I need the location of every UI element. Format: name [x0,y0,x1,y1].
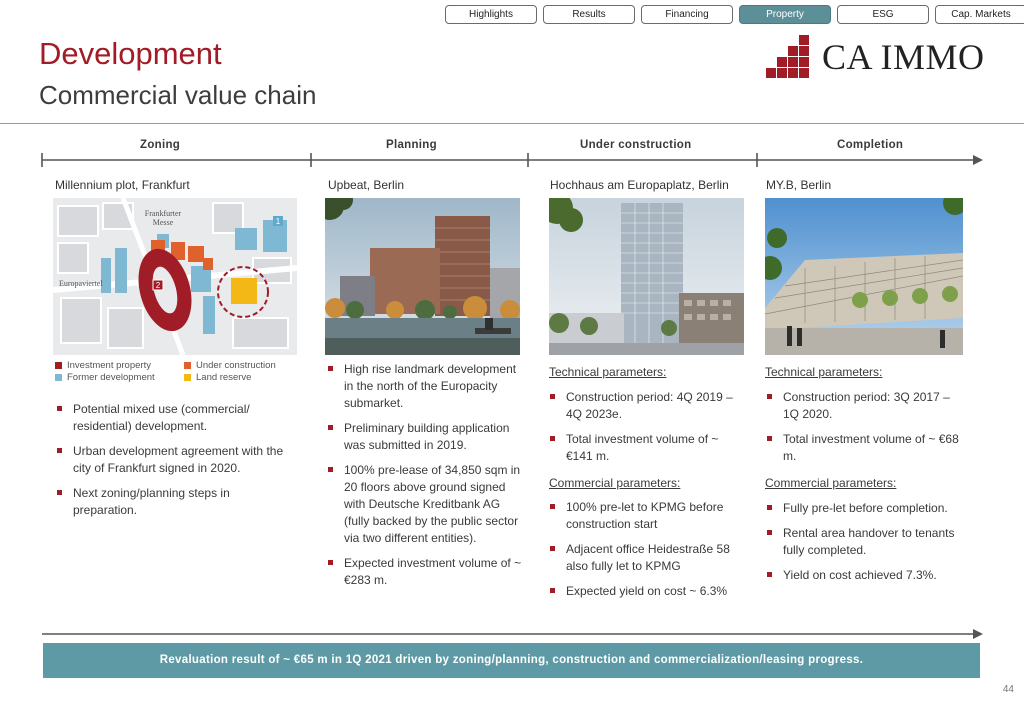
tab-cap-markets[interactable]: Cap. Markets [935,5,1024,24]
list-item: Adjacent office Heidestraße 58 also fully let to KPMG [549,541,744,575]
stage-zoning: Zoning [140,139,181,151]
revaluation-banner: Revaluation result of ~ €65 m in 1Q 2021 driven by zoning/planning, construction and commercialization/leasing progress. [43,643,980,678]
list-item: Total investment volume of ~ €68 m. [766,431,966,465]
list-item: 100% pre-let to KPMG before construction start [549,499,744,533]
legend-land-reserve: Land reserve [184,372,251,383]
myb-berlin-photo [765,198,963,355]
legend-former-development: Former development [55,372,155,383]
ca-immo-logo [766,35,985,79]
map-label-messe: Frankfurter [144,209,182,218]
frankfurt-site-map [53,198,297,355]
map-marker-2: 2 [155,281,161,290]
list-item: 100% pre-lease of 34,850 sqm in 20 floors above ground signed with Deutsche Kreditbank AG (fully backed by the public sector via two different entities). [327,462,522,547]
list-item: Total investment volume of ~ €141 m. [549,431,744,465]
list-item: Rental area handover to tenants fully completed. [766,525,966,559]
list-item: Urban development agreement with the city of Frankfurt signed in 2020. [56,443,296,477]
completion-technical-heading: Technical parameters: [765,365,883,379]
tab-results[interactable]: Results [543,5,635,24]
page-subtitle: Commercial value chain [39,80,317,110]
map-marker-1: 1 [275,217,281,226]
logo-blocks-icon [766,35,810,79]
page-number: 44 [1002,684,1014,695]
list-item: Potential mixed use (commercial/ residential) development. [56,401,296,435]
construction-project-title: Hochhaus am Europaplatz, Berlin [550,178,729,192]
list-item: Next zoning/planning steps in preparation. [56,485,296,519]
legend-swatch [184,362,191,369]
construction-technical-heading: Technical parameters: [549,365,667,379]
list-item: Expected investment volume of ~ €283 m. [327,555,522,589]
tab-financing[interactable]: Financing [641,5,733,24]
stage-timeline [0,150,1024,170]
upbeat-berlin-photo [325,198,520,355]
tab-highlights[interactable]: Highlights [445,5,537,24]
stage-planning: Planning [386,139,437,151]
logo-text: CA IMMO [822,37,985,77]
list-item: Fully pre-let before completion. [766,500,966,517]
list-item: Yield on cost achieved 7.3%. [766,567,966,584]
completion-commercial-heading: Commercial parameters: [765,476,897,490]
legend-swatch [55,362,62,369]
stage-completion: Completion [837,139,904,151]
planning-project-title: Upbeat, Berlin [328,178,405,192]
header-divider [0,123,1024,124]
map-label-europaviertel: Europaviertel [59,279,103,288]
page-title: Development [39,36,222,71]
section-nav [445,5,1024,24]
list-item: Construction period: 4Q 2019 – 4Q 2023e. [549,389,744,423]
bottom-arrow [0,627,1024,641]
legend-swatch [184,374,191,381]
legend-investment-property: Investment property [55,360,151,371]
completion-technical-bullets [766,389,966,473]
list-item: Expected yield on cost ~ 6.3% [549,583,744,600]
zoning-bullets [56,401,296,527]
tab-property[interactable]: Property [739,5,831,24]
completion-commercial-bullets [766,500,966,592]
construction-commercial-bullets [549,499,744,608]
completion-project-title: MY.B, Berlin [766,178,832,192]
legend-swatch [55,374,62,381]
stage-under-construction: Under construction [580,139,692,151]
list-item: Construction period: 3Q 2017 – 1Q 2020. [766,389,966,423]
zoning-project-title: Millennium plot, Frankfurt [55,178,190,192]
list-item: High rise landmark development in the north of the Europacity submarket. [327,361,522,412]
hochhaus-europaplatz-photo [549,198,744,355]
list-item: Preliminary building application was submitted in 2019. [327,420,522,454]
construction-technical-bullets [549,389,744,473]
legend-under-construction: Under construction [184,360,276,371]
tab-esg[interactable]: ESG [837,5,929,24]
construction-commercial-heading: Commercial parameters: [549,476,681,490]
svg-text:Messe: Messe [152,218,174,227]
planning-bullets [327,361,522,597]
